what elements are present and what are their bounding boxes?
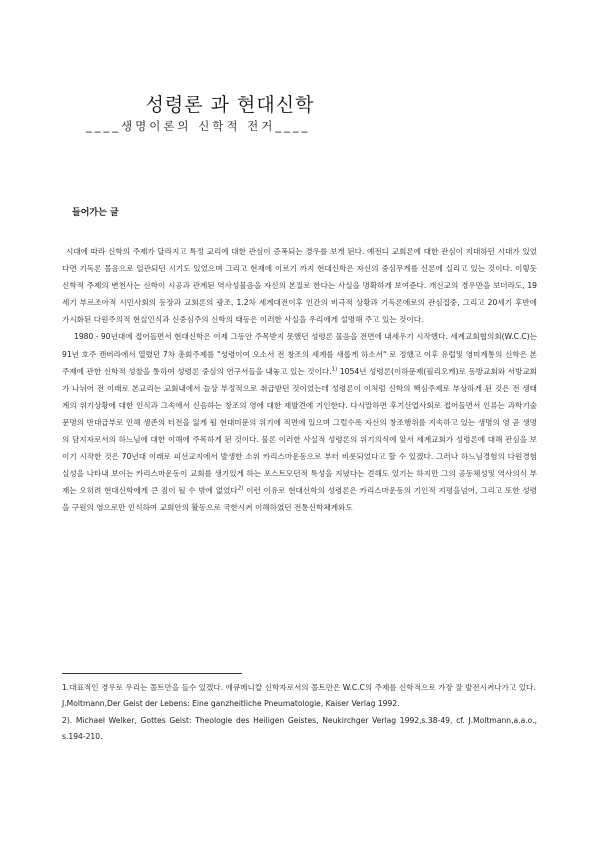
page-title: 성령론 과 현대신학	[145, 94, 315, 116]
footnotes	[62, 680, 537, 746]
section-heading: 들어가는 글	[72, 208, 119, 218]
footnote-divider	[62, 673, 242, 674]
footnote-ref-2: 2)	[237, 485, 244, 492]
footnote-1: 1.대표적인 경우로 우리는 몰트만을 들수 있겠다. 에큐메니칼 신학자로서의 몰트만은 W.C.C의 주제를 신학적으로 가장 잘 발전시켜나가고 있다.	[62, 683, 536, 692]
paragraph-2-tail: 이런 이유로 현대신학의 성령론은 카리스마운동의 기인적 지평을넘어, 그리고 또한 성령을 구원의 영으로만 인식하여 교회안의 활동으로 국한시켜 이해하였던 전통신학체계와도	[62, 486, 537, 513]
footnote-2: 2). Michael Welker, Gottes Geist: Theologie des Heiligen Geistes, Neukirchger Verlag 1992,s.38-49, cf. J.Moltmann,a.a.o., s.194-210.	[62, 715, 537, 742]
paragraph-1-text: 시대에 따라 신학의 주제가 달라지고 특정 교리에 대한 관심이 증폭되는 경우를 보게 된다. 예전디 교회론에 대한 관심이 지대하던 시대가 있었다면 기독론 몰음으로 일관되던 시기도 있었으며 그리고 현재에 이르기 까지 현대신학은 자신의 중심무게를 신론에 실리고 있는 것이다. 이렇듯 신학적 주제의 변천사는 신학이 시공과 관계된 역사성물음을 자신의 본질로 한다는 사실을 명확하게 보여준다. 개신교의 경우만을 보더라도, 19세기 부르조아적 시민사회의 등장과 교회론의 광조, 1.2차 세계대전이후 인간의 비극적 상황과 기독론에로의 관심집중, 그리고 20세기 후반에 가시화된 다원주의적 현실인식과 신중심주의 신학의 태동은 이러한 사실을 우리에게 설명해 주고 있는 것이다.	[62, 247, 537, 325]
page-subtitle: ____생명이론의 신학적 전거____	[86, 119, 311, 133]
paragraph-2-continued: 1054년 성령론(이하문제(필리오케)로 동방교회와 서방교회가 나뉘어 전 이래로 본교리는 교회내에서 늘상 부정적으로 취급받던 것이었는데 성령론이 이처럼 신학의 핵심주제로 부상하게 된 것은 전 생태계의 위기상황에 대한 인식과 그속에서 신음하는 창조의 영에 대한 재발견에 기인한다. 다시말하면 후기산업사회로 접어들면서 인류는 과학기술문명의 반대급부로 인해 생존의 터전을 잃게 될 현대미문의 위기에 직면에 있으며 그럴수록 자신의 창조행위를 지속하고 있는 생명의 영 곧 생명의 담지자로서의 하느님에 대한 이해에 주목하게 된 것이다. 물론 이러한 사실적 성령론의 위기의식에 앞서 세계교회가 성령론에 대해 관심을 보이기 시작한 것은 70년대 이래로 피선교지에서 발생한 소위 카리스마운동으로 부터 비롯되었다고 할 수 있겠다. 그러나 하느님경험의 다원경험실성을 나타내 보이는 카리스마운동이 교회를 생기있게 하는 포스트모던적 특성을 지녔다는 견해도 있기는 하지만 그의 공동체성및 역사의식 부재는 오히려 현대신학에게 큰 짐이 될 수 밖에 없었다	[62, 366, 537, 496]
paragraph-2-text: 1980 - 90년대에 접어들면서 현대신학은 이제 그동안 주목받지 못했던 성령론 물음을 전면에 내세우기 시작했다. 세계교회협의회(W.C.C)는 91년 호주 캔버라에서 열렸던 7차 총회주제를 "성령이여 오소서 전 창조의 세계를 새롭게 하소서" 로 정했고 이후 유럽및 영미계통의 신학은 본 주제에 관한 신학적 성찰을 통하여 성령론 중심의 연구서들을 내놓고 있는 것이다.	[62, 332, 537, 376]
body-text	[62, 243, 537, 517]
footnote-1-reference: J.Moltmann,Der Geist der Lebens: Eine ganzheitliche Pneumatologie, Kaiser Verlag 1992.	[62, 699, 400, 709]
footnote-ref-1: 1)	[331, 366, 338, 373]
paragraph-1	[62, 243, 537, 328]
paragraph-2	[62, 328, 537, 516]
